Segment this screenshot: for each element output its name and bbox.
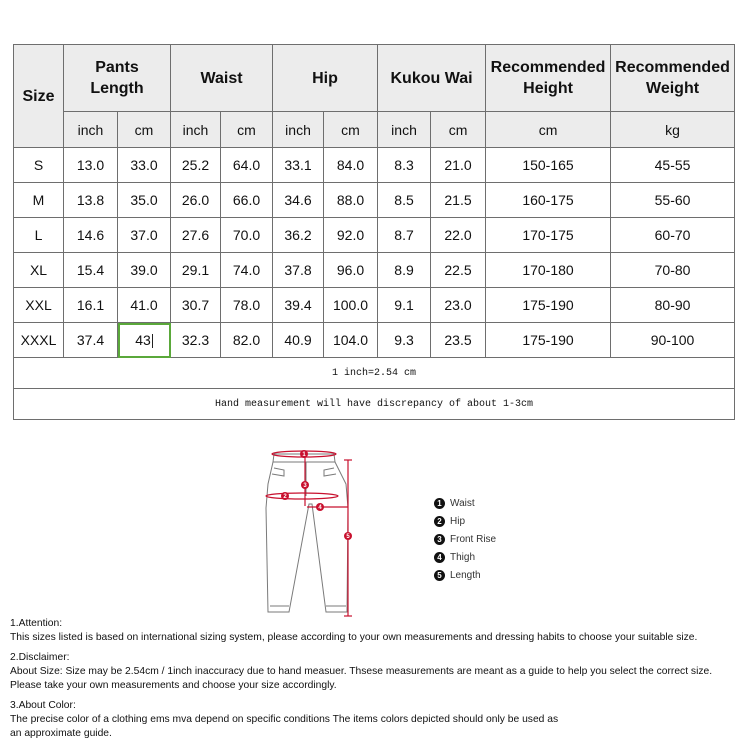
unit-cell: cm	[431, 112, 486, 148]
note-text: Please take your own measurements and choose your size accordingly.	[10, 680, 337, 691]
legend-item	[434, 567, 496, 585]
table-cell[interactable]: 170-180	[486, 253, 611, 288]
pants-outline-icon	[266, 454, 348, 612]
table-cell[interactable]: 66.0	[221, 183, 273, 218]
legend-item	[434, 549, 496, 567]
cell-value: 43	[135, 331, 151, 348]
table-cell[interactable]: 30.7	[171, 288, 221, 323]
table-cell[interactable]: 160-175	[486, 183, 611, 218]
legend-label: Length	[450, 570, 481, 582]
svg-text:2: 2	[283, 494, 287, 501]
legend-label: Hip	[450, 515, 466, 527]
discrepancy-note: Hand measurement will have discrepancy of about 1-3cm	[14, 389, 735, 420]
table-cell[interactable]: 104.0	[324, 323, 378, 358]
notes-section	[10, 617, 750, 747]
table-cell[interactable]: 33.1	[273, 148, 324, 183]
header-size: Size	[14, 45, 64, 148]
table-cell[interactable]: 15.4	[64, 253, 118, 288]
table-cell[interactable]: 9.3	[378, 323, 431, 358]
table-cell[interactable]: 13.0	[64, 148, 118, 183]
size-cell: XXXL	[14, 323, 64, 358]
table-cell[interactable]: 74.0	[221, 253, 273, 288]
table-cell[interactable]: 36.2	[273, 218, 324, 253]
table-cell[interactable]: 82.0	[221, 323, 273, 358]
measurement-legend	[434, 494, 496, 585]
table-cell[interactable]: 27.6	[171, 218, 221, 253]
table-cell[interactable]: 88.0	[324, 183, 378, 218]
table-cell[interactable]: 23.0	[431, 288, 486, 323]
note-text: an approximate guide.	[10, 728, 112, 739]
measurement-markers	[281, 450, 352, 540]
table-row	[14, 148, 735, 183]
unit-cell: cm	[324, 112, 378, 148]
size-chart-table	[13, 44, 735, 420]
table-cell[interactable]: 34.6	[273, 183, 324, 218]
table-cell[interactable]: 21.5	[431, 183, 486, 218]
discrepancy-note-row	[14, 389, 735, 420]
unit-cell: inch	[273, 112, 324, 148]
svg-text:3: 3	[303, 483, 307, 490]
table-cell[interactable]: 170-175	[486, 218, 611, 253]
table-cell[interactable]: 39.0	[118, 253, 171, 288]
table-cell[interactable]: 37.8	[273, 253, 324, 288]
table-cell[interactable]: 16.1	[64, 288, 118, 323]
table-cell[interactable]: 90-100	[611, 323, 735, 358]
table-cell[interactable]: 96.0	[324, 253, 378, 288]
unit-cell: inch	[378, 112, 431, 148]
header-recommended-weight: Recommended Weight	[611, 45, 735, 112]
table-cell[interactable]: 55-60	[611, 183, 735, 218]
table-cell[interactable]: 22.0	[431, 218, 486, 253]
table-cell[interactable]: 37.0	[118, 218, 171, 253]
table-cell[interactable]: 78.0	[221, 288, 273, 323]
unit-cell: cm	[221, 112, 273, 148]
legend-item	[434, 494, 496, 512]
measurement-lines	[266, 451, 352, 616]
legend-label: Waist	[450, 497, 475, 509]
note-text: This sizes listed is based on international sizing system, please according to your own measurements and dressing habits to choose your suitable size.	[10, 632, 698, 643]
table-cell[interactable]: 175-190	[486, 323, 611, 358]
text-cursor	[152, 334, 153, 348]
legend-label: Front Rise	[450, 533, 497, 545]
note-title: 2.Disclaimer:	[10, 652, 70, 663]
note-block	[10, 617, 750, 645]
conversion-note-row	[14, 358, 735, 389]
unit-cell: cm	[118, 112, 171, 148]
header-recommended-height: Recommended Height	[486, 45, 611, 112]
note-title: 1.Attention:	[10, 618, 63, 629]
table-cell[interactable]: 25.2	[171, 148, 221, 183]
table-cell[interactable]: 13.8	[64, 183, 118, 218]
table-cell[interactable]: 8.5	[378, 183, 431, 218]
table-cell[interactable]: 40.9	[273, 323, 324, 358]
note-text: About Size: Size may be 2.54cm / 1inch inaccuracy due to hand measuer. Thsese measurements are meant as a guide to help you select the correct size.	[10, 666, 713, 677]
pants-measurement-diagram	[262, 440, 382, 620]
number-badge-icon: 2	[434, 516, 445, 527]
unit-row	[14, 112, 735, 148]
unit-cell: inch	[171, 112, 221, 148]
table-cell[interactable]: 41.0	[118, 288, 171, 323]
unit-cell: kg	[611, 112, 735, 148]
table-row	[14, 218, 735, 253]
conversion-note: 1 inch=2.54 cm	[14, 358, 735, 389]
table-cell[interactable]: 100.0	[324, 288, 378, 323]
table-cell[interactable]: 14.6	[64, 218, 118, 253]
table-row	[14, 253, 735, 288]
table-cell[interactable]: 64.0	[221, 148, 273, 183]
table-cell[interactable]: 39.4	[273, 288, 324, 323]
table-cell[interactable]: 26.0	[171, 183, 221, 218]
header-kukou-wai: Kukou Wai	[378, 45, 486, 112]
table-cell[interactable]: 70-80	[611, 253, 735, 288]
header-row	[14, 45, 735, 112]
table-cell[interactable]: 33.0	[118, 148, 171, 183]
note-title: 3.About Color:	[10, 700, 76, 711]
number-badge-icon: 1	[434, 498, 445, 509]
header-pants-length: Pants Length	[64, 45, 171, 112]
svg-text:1: 1	[302, 452, 306, 459]
size-cell: S	[14, 148, 64, 183]
table-cell[interactable]: 80-90	[611, 288, 735, 323]
number-badge-icon: 5	[434, 570, 445, 581]
table-row	[14, 183, 735, 218]
table-cell[interactable]: 70.0	[221, 218, 273, 253]
selected-cell-editing[interactable]	[118, 323, 171, 358]
header-hip: Hip	[273, 45, 378, 112]
legend-item	[434, 530, 496, 548]
size-cell: XL	[14, 253, 64, 288]
table-cell[interactable]: 60-70	[611, 218, 735, 253]
number-badge-icon: 3	[434, 534, 445, 545]
table-cell[interactable]: 23.5	[431, 323, 486, 358]
legend-label: Thigh	[450, 552, 476, 564]
table-cell[interactable]: 22.5	[431, 253, 486, 288]
unit-cell: cm	[486, 112, 611, 148]
size-cell: XXL	[14, 288, 64, 323]
note-block	[10, 699, 750, 741]
table-cell[interactable]: 37.4	[64, 323, 118, 358]
table-cell[interactable]: 45-55	[611, 148, 735, 183]
header-waist: Waist	[171, 45, 273, 112]
table-cell[interactable]: 8.7	[378, 218, 431, 253]
note-text: The precise color of a clothing ems mva depend on specific conditions The items colors depicted should only be used as	[10, 714, 559, 725]
table-cell[interactable]: 9.1	[378, 288, 431, 323]
table-cell[interactable]: 21.0	[431, 148, 486, 183]
table-cell[interactable]: 8.3	[378, 148, 431, 183]
size-cell: L	[14, 218, 64, 253]
table-cell[interactable]: 84.0	[324, 148, 378, 183]
table-row	[14, 288, 735, 323]
note-block	[10, 651, 750, 693]
svg-text:5: 5	[346, 534, 350, 541]
unit-cell: inch	[64, 112, 118, 148]
table-cell[interactable]: 175-190	[486, 288, 611, 323]
legend-item	[434, 512, 496, 530]
table-cell[interactable]: 92.0	[324, 218, 378, 253]
number-badge-icon: 4	[434, 552, 445, 563]
table-cell[interactable]: 150-165	[486, 148, 611, 183]
size-cell: M	[14, 183, 64, 218]
table-cell[interactable]: 35.0	[118, 183, 171, 218]
svg-text:4: 4	[318, 505, 322, 512]
table-cell[interactable]: 32.3	[171, 323, 221, 358]
table-row	[14, 323, 735, 358]
table-cell[interactable]: 8.9	[378, 253, 431, 288]
table-cell[interactable]: 29.1	[171, 253, 221, 288]
